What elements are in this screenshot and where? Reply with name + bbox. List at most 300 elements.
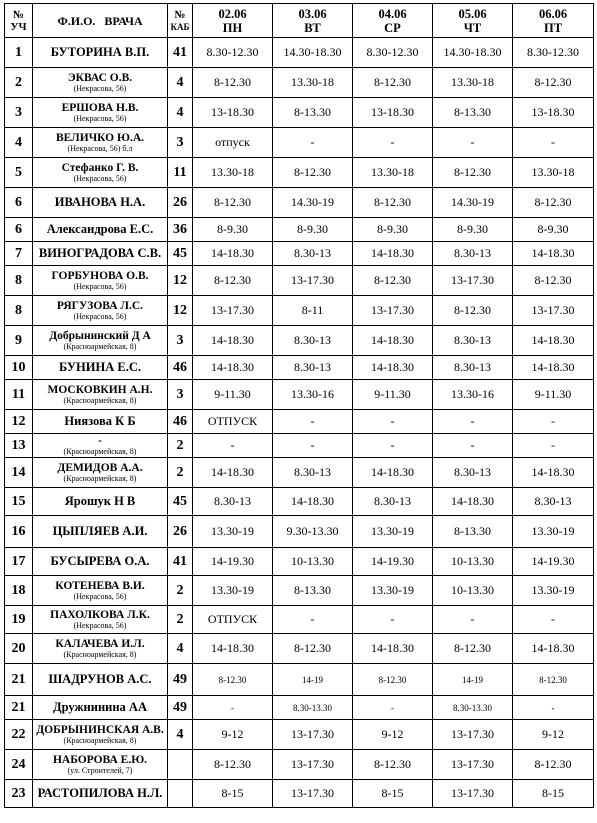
time-cell: 8-11 [273,296,353,326]
uch-number: 19 [5,606,33,634]
time-cell: 14-18.30 [193,326,273,356]
uch-number: 6 [5,188,33,218]
table-row [5,242,594,266]
doctor-name-cell [33,326,168,356]
time-cell: 8-9.30 [433,218,513,242]
table-row [5,434,594,458]
doctor-name-cell [33,68,168,98]
doctor-name: ВЕЛИЧКО Ю.А. [55,131,145,144]
time-cell: 8-13.30 [273,576,353,606]
col-header-day [513,4,594,38]
doctor-name: НАБОРОВА Е.Ю. [52,753,148,766]
time-cell: 8-12.30 [193,188,273,218]
uch-number: 14 [5,458,33,488]
cabinet-number: 4 [168,720,193,750]
time-cell: 14-18.30 [353,326,433,356]
col-header-day [353,4,433,38]
col-header-day [193,4,273,38]
doctor-address: (Некрасова, 56) [73,173,127,183]
doctor-name: ПАХОЛКОВА Л.К. [50,608,150,621]
day-weekday: ЧТ [463,20,482,35]
time-cell: 8-9.30 [513,218,594,242]
cabinet-number: 3 [168,380,193,410]
uch-number: 4 [5,128,33,158]
table-row [5,218,594,242]
time-cell: 8-12.30 [353,68,433,98]
table-row [5,634,594,664]
time-cell: 13.30-18 [193,158,273,188]
doctor-name-cell [33,516,168,548]
time-cell: 10-13.30 [433,576,513,606]
time-cell: 8-15 [513,780,594,808]
time-cell: 14-18.30 [193,634,273,664]
time-cell: 8.30-13 [273,242,353,266]
time-cell: 13.30-19 [193,576,273,606]
cabinet-number: 46 [168,356,193,380]
time-cell: 8-12.30 [513,266,594,296]
time-cell: 8-13.30 [273,98,353,128]
doctor-name: КОТЕНЕВА В.И. [55,579,145,592]
day-date: 02.06 [218,6,247,21]
time-cell: 8-12.30 [193,266,273,296]
uch-number: 11 [5,380,33,410]
time-cell: 8.30-13.30 [273,696,353,720]
time-cell: 8.30-13 [433,326,513,356]
time-cell: - [433,128,513,158]
time-cell: 8.30-12.30 [193,38,273,68]
day-weekday: СР [384,20,401,35]
time-cell: 14-19.30 [353,548,433,576]
cabinet-number: 49 [168,664,193,696]
time-cell: 8.30-13 [353,488,433,516]
doctor-name-cell [33,634,168,664]
time-cell: 14-18.30 [193,242,273,266]
time-cell: 8-12.30 [273,158,353,188]
table-row [5,356,594,380]
uch-number: 22 [5,720,33,750]
cabinet-number: 11 [168,158,193,188]
time-cell: 13-17.30 [193,296,273,326]
table-row [5,488,594,516]
time-cell: 14-18.30 [353,356,433,380]
time-cell: 8-12.30 [433,296,513,326]
cabinet-number: 4 [168,634,193,664]
time-cell: - [513,606,594,634]
doctor-name: Стефанко Г. В. [61,161,139,174]
doctor-name: ЭКВАС О.В. [67,71,133,84]
doctor-name: Ниязова К Б [64,414,136,428]
uch-number: 15 [5,488,33,516]
time-cell: 14-18.30 [513,326,594,356]
time-cell: - [273,434,353,458]
time-cell: 13.30-19 [513,516,594,548]
time-cell: 14-18.30 [353,242,433,266]
doctor-name: ДЕМИДОВ А.А. [57,461,143,474]
table-row [5,664,594,696]
doctor-name-cell [33,488,168,516]
time-cell: 14-18.30 [353,634,433,664]
time-cell: 14-18.30 [193,458,273,488]
cabinet-number: 2 [168,434,193,458]
time-cell: 10-13.30 [273,548,353,576]
time-cell: - [353,434,433,458]
table-row [5,516,594,548]
cabinet-number: 45 [168,242,193,266]
uch-number: 21 [5,696,33,720]
uch-number: 17 [5,548,33,576]
time-cell: 8.30-13 [273,356,353,380]
time-cell: 8-12.30 [353,750,433,780]
time-cell: - [513,696,594,720]
uch-number: 8 [5,266,33,296]
time-cell: 14-18.30 [273,488,353,516]
time-cell: 9-11.30 [353,380,433,410]
time-cell: - [273,128,353,158]
time-cell: 8-12.30 [433,158,513,188]
time-cell: 13.30-18 [433,68,513,98]
time-cell: отпуск [193,128,273,158]
time-cell: 13.30-19 [353,516,433,548]
time-cell: 13-17.30 [273,266,353,296]
cabinet-number: 12 [168,296,193,326]
doctor-name-cell [33,606,168,634]
doctor-name: ЦЫПЛЯЕВ А.И. [52,524,148,538]
doctor-address: (Красноармейская, 8) [63,473,137,483]
time-cell: ОТПУСК [193,410,273,434]
cabinet-number [168,750,193,780]
doctor-name-cell [33,266,168,296]
doctor-address: (Красноармейская, 8) [63,735,137,745]
uch-number: 2 [5,68,33,98]
uch-number: 5 [5,158,33,188]
table-row [5,548,594,576]
table-row [5,158,594,188]
time-cell: 14-18.30 [513,356,594,380]
cabinet-number: 2 [168,606,193,634]
doctor-address: (Некрасова, 56) [73,113,127,123]
time-cell: 13-17.30 [273,750,353,780]
uch-number: 16 [5,516,33,548]
time-cell: ОТПУСК [193,606,273,634]
doctor-name-cell [33,218,168,242]
doctor-name-cell [33,664,168,696]
day-date: 05.06 [458,6,487,21]
time-cell: 8-12.30 [513,664,594,696]
time-cell: 9-12 [513,720,594,750]
doctor-name: Александрова Е.С. [46,222,154,236]
time-cell: 13-18.30 [353,98,433,128]
uch-number: 6 [5,218,33,242]
col-header-day [273,4,353,38]
time-cell: 14-18.30 [353,458,433,488]
schedule-wrapper [4,3,594,808]
doctor-name-cell [33,720,168,750]
uch-number: 20 [5,634,33,664]
doctor-name: - [98,434,102,447]
doctor-address: (Красноармейская, 8) [63,341,137,351]
cabinet-number: 3 [168,128,193,158]
day-weekday: ПН [222,20,243,35]
doctor-address: (Некрасова, 56) [73,281,127,291]
doctor-name-cell [33,128,168,158]
doctor-name: МОСКОВКИН А.Н. [47,383,153,396]
doctor-name-cell [33,296,168,326]
time-cell: 14-18.30 [433,488,513,516]
time-cell: 8-13.30 [433,516,513,548]
table-row [5,696,594,720]
doctor-address: (Красноармейская, 8) [63,395,137,405]
doctor-address: (Некрасова, 56) [73,620,127,630]
table-row [5,606,594,634]
doctor-name: ВИНОГРАДОВА С.В. [38,246,162,260]
time-cell: 13.30-18 [513,158,594,188]
doctor-name: РЯГУЗОВА Л.С. [56,299,144,312]
time-cell: 14-18.30 [513,634,594,664]
doctor-name: Дружнинина АА [53,700,147,714]
time-cell: 14-18.30 [513,458,594,488]
time-cell: 13-17.30 [433,266,513,296]
col-header-uch-line1: № [12,8,25,21]
time-cell: 8.30-13 [273,458,353,488]
table-row [5,296,594,326]
time-cell: 8-12.30 [273,634,353,664]
doctor-address: (Красноармейская, 8) [63,649,137,659]
cabinet-number: 49 [168,696,193,720]
cabinet-number: 4 [168,98,193,128]
time-cell: 8.30-13 [433,242,513,266]
uch-number: 13 [5,434,33,458]
time-cell: 8-12.30 [433,634,513,664]
time-cell: - [433,606,513,634]
time-cell: 8-12.30 [353,266,433,296]
table-row [5,576,594,606]
time-cell: 14.30-19 [433,188,513,218]
time-cell: 14.30-18.30 [273,38,353,68]
time-cell: 13-18.30 [513,98,594,128]
time-cell: 10-13.30 [433,548,513,576]
time-cell: 8-12.30 [193,664,273,696]
doctor-name-cell [33,158,168,188]
table-row [5,326,594,356]
time-cell: 9.30-13.30 [273,516,353,548]
time-cell: 13.30-16 [433,380,513,410]
col-header-kab-line2: КАБ [170,21,190,32]
uch-number: 10 [5,356,33,380]
col-header-kab-line1: № [174,8,186,21]
doctor-name: Ярошук Н В [64,494,136,508]
time-cell: 8.30-12.30 [353,38,433,68]
time-cell: 13.30-18 [353,158,433,188]
time-cell: 9-11.30 [513,380,594,410]
time-cell: 13.30-19 [513,576,594,606]
time-cell: - [193,434,273,458]
cabinet-number: 3 [168,326,193,356]
time-cell: - [273,606,353,634]
doctor-name: ЕРШОВА Н.В. [61,101,139,114]
doctor-address: (Некрасова, 56) [73,591,127,601]
time-cell: 9-12 [193,720,273,750]
time-cell: 8.30-13 [513,488,594,516]
uch-number: 18 [5,576,33,606]
doctor-name: ШАДРУНОВ А.С. [48,672,152,686]
time-cell: 8-12.30 [513,68,594,98]
table-row [5,380,594,410]
time-cell: 8-9.30 [353,218,433,242]
doctor-name: БУНИНА Е.С. [59,360,141,374]
uch-number: 21 [5,664,33,696]
header-row [5,4,594,38]
doctor-name-cell [33,242,168,266]
table-row [5,266,594,296]
time-cell: 13-17.30 [353,296,433,326]
time-cell: 8-12.30 [513,188,594,218]
time-cell: - [353,128,433,158]
time-cell: 8-12.30 [353,664,433,696]
cabinet-number: 36 [168,218,193,242]
time-cell: 8.30-13 [433,458,513,488]
doctor-name-cell [33,750,168,780]
cabinet-number: 2 [168,576,193,606]
doctor-schedule-table [4,3,594,808]
uch-number: 12 [5,410,33,434]
time-cell: 8-15 [193,780,273,808]
time-cell: 14-19 [433,664,513,696]
doctor-name: БУТОРИНА В.П. [50,45,150,59]
table-row [5,98,594,128]
time-cell: 14-19.30 [513,548,594,576]
uch-number: 1 [5,38,33,68]
cabinet-number: 26 [168,188,193,218]
day-date: 06.06 [538,6,568,21]
table-row [5,458,594,488]
uch-number: 3 [5,98,33,128]
doctor-name-cell [33,434,168,458]
doctor-name-cell [33,380,168,410]
doctor-name-cell [33,410,168,434]
time-cell: 14-19.30 [193,548,273,576]
time-cell: 13-17.30 [433,780,513,808]
time-cell: - [513,434,594,458]
col-header-uch-line2: УЧ [10,20,27,33]
time-cell: 13-18.30 [193,98,273,128]
doctor-name-cell [33,38,168,68]
doctor-name: ДОБРЫНИНСКАЯ А.В. [36,723,164,736]
time-cell: 8-12.30 [513,750,594,780]
time-cell: 13.30-16 [273,380,353,410]
time-cell: 13-17.30 [513,296,594,326]
time-cell: 8.30-12.30 [513,38,594,68]
uch-number: 8 [5,296,33,326]
doctor-name-cell [33,98,168,128]
time-cell: 8-12.30 [193,68,273,98]
day-date: 03.06 [298,6,327,21]
time-cell: - [433,410,513,434]
table-row [5,750,594,780]
doctor-address: (Некрасова, 56) [73,83,127,93]
cabinet-number: 2 [168,458,193,488]
time-cell: 14-18.30 [193,356,273,380]
time-cell: 8.30-13 [193,488,273,516]
time-cell: - [273,410,353,434]
time-cell: 13-17.30 [433,750,513,780]
time-cell: 13-17.30 [273,780,353,808]
time-cell: - [513,128,594,158]
cabinet-number: 26 [168,516,193,548]
col-header-uch [5,4,33,38]
doctor-name: ГОРБУНОВА О.В. [51,269,149,282]
time-cell: 14-18.30 [513,242,594,266]
table-row [5,128,594,158]
time-cell: 14-19 [273,664,353,696]
cabinet-number: 4 [168,68,193,98]
doctor-name-cell [33,576,168,606]
time-cell: 14.30-18.30 [433,38,513,68]
uch-number: 23 [5,780,33,808]
col-header-fio: Ф.И.О. ВРАЧА [33,4,168,38]
time-cell: 8-9.30 [193,218,273,242]
doctor-name-cell [33,188,168,218]
time-cell: 8-9.30 [273,218,353,242]
doctor-address: (Красноармейская, 8) [63,446,137,456]
col-header-kab [168,4,193,38]
cabinet-number: 45 [168,488,193,516]
time-cell: 8-13.30 [433,98,513,128]
time-cell: 13-17.30 [273,720,353,750]
table-row [5,720,594,750]
time-cell: 8.30-13.30 [433,696,513,720]
uch-number: 7 [5,242,33,266]
time-cell: - [433,434,513,458]
time-cell: 8.30-13 [273,326,353,356]
doctor-address: (Некрасова, 56) б.л [67,143,133,153]
time-cell: - [353,410,433,434]
table-row [5,410,594,434]
doctor-name: РАСТОПИЛОВА Н.Л. [37,786,163,800]
table-row [5,188,594,218]
time-cell: 8-12.30 [353,188,433,218]
cabinet-number [168,780,193,808]
time-cell: 9-12 [353,720,433,750]
time-cell: 9-11.30 [193,380,273,410]
doctor-name-cell [33,780,168,808]
doctor-name: КАЛАЧЕВА И.Л. [55,637,145,650]
time-cell: 14.30-19 [273,188,353,218]
cabinet-number: 12 [168,266,193,296]
table-row [5,780,594,808]
doctor-address: (ул. Строителей, 7) [67,765,133,775]
time-cell: 13-17.30 [433,720,513,750]
uch-number: 9 [5,326,33,356]
doctor-name: БУСЫРЕВА О.А. [50,554,150,568]
time-cell: 8-15 [353,780,433,808]
time-cell: 8-12.30 [193,750,273,780]
uch-number: 24 [5,750,33,780]
table-row [5,68,594,98]
col-header-day [433,4,513,38]
schedule-body [5,38,594,808]
doctor-name-cell [33,458,168,488]
time-cell: - [353,696,433,720]
time-cell: - [353,606,433,634]
doctor-name-cell [33,696,168,720]
doctor-name: Добрынинский Д А [49,329,151,342]
cabinet-number: 41 [168,38,193,68]
time-cell: 13.30-18 [273,68,353,98]
day-weekday: ПТ [543,20,563,35]
time-cell: - [513,410,594,434]
table-row [5,38,594,68]
day-weekday: ВТ [304,20,321,35]
